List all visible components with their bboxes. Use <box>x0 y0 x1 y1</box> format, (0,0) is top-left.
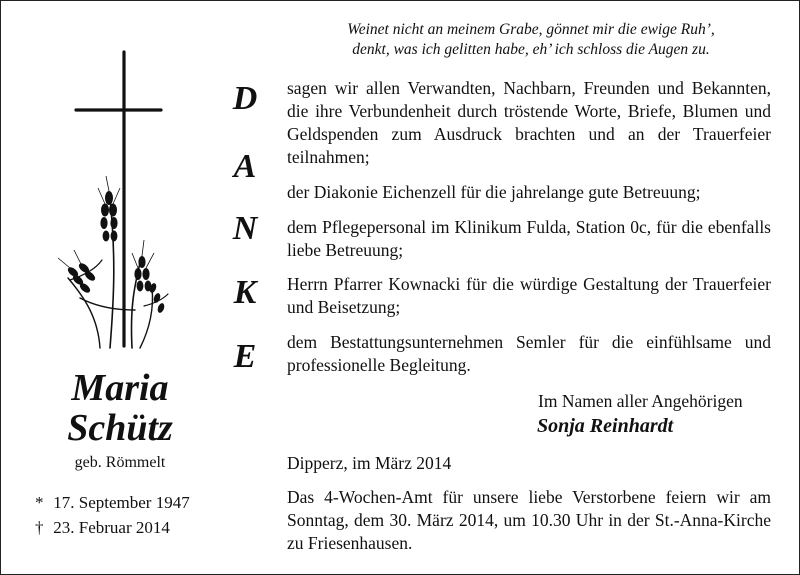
memorial-verse <box>296 20 766 60</box>
death-symbol: † <box>35 518 44 537</box>
thanks-paragraph-5: dem Bestattungsunternehmen Semler für die einfühlsame und professionelle Begleitung. <box>287 332 771 375</box>
life-dates <box>0 490 240 540</box>
memorial-verse-line-1: Weinet nicht an meinem Grabe, gönnet mir die ewige Ruh’, <box>347 21 715 38</box>
memorial-verse-line-2: denkt, was ich gelitten habe, eh’ ich schloss die Augen zu. <box>352 41 710 58</box>
danke-letter-n: N <box>232 210 258 247</box>
thanks-paragraph-2: der Diakonie Eichenzell für die jahrelange gute Betreuung; <box>287 182 701 202</box>
birth-date-row <box>35 490 240 515</box>
death-date-row <box>35 515 240 540</box>
deceased-block <box>0 368 240 540</box>
danke-letter-k: K <box>233 274 257 311</box>
thanks-paragraph-3: dem Pflegepersonal im Klinikum Fulda, Station 0c, für die ebenfalls liebe Betreuung; <box>287 217 771 260</box>
death-date: 23. Februar 2014 <box>53 518 170 537</box>
thanks-paragraph-1: sagen wir allen Verwandten, Nachbarn, Freunden und Bekannten, die ihre Verbundenheit durch tröstende Worte, Briefe, Blumen und Geldspenden zum Ausdruck brachten und an der Trauerfeier teilnahmen; <box>287 78 771 167</box>
deceased-first-name: Maria <box>71 367 169 409</box>
place-date: Dipperz, im März 2014 <box>287 453 452 473</box>
birth-symbol: * <box>35 493 44 512</box>
danke-letter-e: E <box>233 338 257 375</box>
thanks-paragraph-4: Herrn Pfarrer Kownacki für die würdige Gestaltung der Trauerfeier und Beisetzung; <box>287 274 771 317</box>
danke-letter-a: A <box>233 148 257 185</box>
signature-lead: Im Namen aller Angehörigen <box>538 391 743 411</box>
signature-name: Sonja Reinhardt <box>537 415 674 437</box>
deceased-last-name: Schütz <box>67 407 173 449</box>
danke-letter-d: D <box>232 80 258 117</box>
birth-date: 17. September 1947 <box>53 493 190 512</box>
maiden-name: geb. Römmelt <box>74 454 166 471</box>
service-notice: Das 4-Wochen-Amt für unsere liebe Verstorbene feiern wir am Sonntag, dem 30. März 2014, um 10.30 Uhr in der St.-Anna-Kirche zu Friesenhausen. <box>287 487 771 553</box>
cross-with-wheat-icon <box>40 48 180 358</box>
